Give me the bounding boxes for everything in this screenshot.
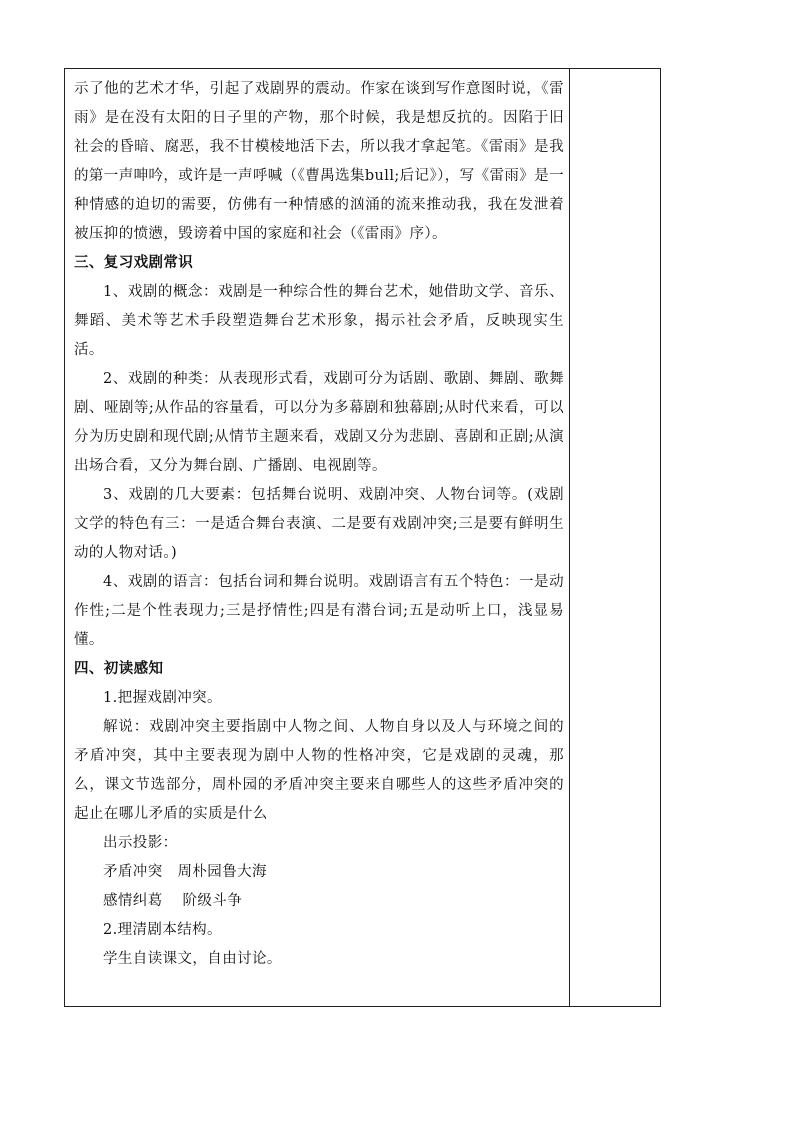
paragraph-emotion-line: 感情纠葛 阶级斗争 xyxy=(103,893,243,909)
lesson-plan-table xyxy=(64,68,661,1007)
paragraph-show-projection: 出示投影： xyxy=(103,835,178,851)
section-heading-first-reading: 四、初读感知 xyxy=(74,661,164,677)
paragraph-drama-types: 2、戏剧的种类：从表现形式看，戏剧可分为话剧、歌剧、舞剧、歌舞剧、哑剧等;从作品的容量看，可以分为多幕剧和独幕剧;从时代来看，可以分为历史剧和现代剧;从情节主题来看，戏剧又分为悲剧、喜剧和正剧;从演出场合看，又分为舞台剧、广播剧、电视剧等。 xyxy=(74,371,564,474)
paragraph-grasp-conflict: 1.把握戏剧冲突。 xyxy=(103,690,222,706)
paragraph-conflict-line: 矛盾冲突 周朴园鲁大海 xyxy=(103,864,267,880)
paragraph-clarify-structure: 2.理清剧本结构。 xyxy=(103,922,222,938)
side-notes-cell xyxy=(571,69,660,1006)
section-heading-review-drama: 三、复习戏剧常识 xyxy=(74,255,194,271)
paragraph-drama-elements: 3、戏剧的几大要素：包括舞台说明、戏剧冲突、人物台词等。(戏剧文学的特色有三：一是适合舞台表演、二是要有戏剧冲突;三是要有鲜明生动的人物对话。) xyxy=(74,487,564,561)
paragraph-intro: 示了他的艺术才华，引起了戏剧界的震动。作家在谈到写作意图时说，《雷雨》是在没有太阳的日子里的产物，那个时候，我是想反抗的。因陷于旧社会的昏暗、腐恶，我不甘模棱地活下去，所以我才拿起笔。《雷雨》是我的第一声呻吟，或许是一声呼喊（《曹禺选集bull;后记》），写《雷雨》是一种情感的迫切的需要，仿佛有一种情感的汹涌的流来推动我，我在发泄着被压抑的愤懑，毁谤着中国的家庭和社会（《雷雨》序）。 xyxy=(74,81,564,242)
column-divider xyxy=(569,69,570,1006)
paragraph-drama-language: 4、戏剧的语言：包括台词和舞台说明。戏剧语言有五个特色：一是动作性;二是个性表现力;三是抒情性;四是有潜台词;五是动听上口，浅显易懂。 xyxy=(74,574,564,648)
paragraph-drama-concept: 1、戏剧的概念：戏剧是一种综合性的舞台艺术，她借助文学、音乐、舞蹈、美术等艺术手段塑造舞台艺术形象，揭示社会矛盾，反映现实生活。 xyxy=(74,284,564,358)
paragraph-self-reading: 学生自读课文，自由讨论。 xyxy=(103,951,282,967)
main-content-cell xyxy=(74,75,564,974)
paragraph-explanation: 解说：戏剧冲突主要指剧中人物之间、人物自身以及人与环境之间的矛盾冲突，其中主要表现为剧中人物的性格冲突，它是戏剧的灵魂，那么，课文节选部分，周朴园的矛盾冲突主要来自哪些人的这些矛盾冲突的起止在哪儿矛盾的实质是什么 xyxy=(74,719,564,822)
